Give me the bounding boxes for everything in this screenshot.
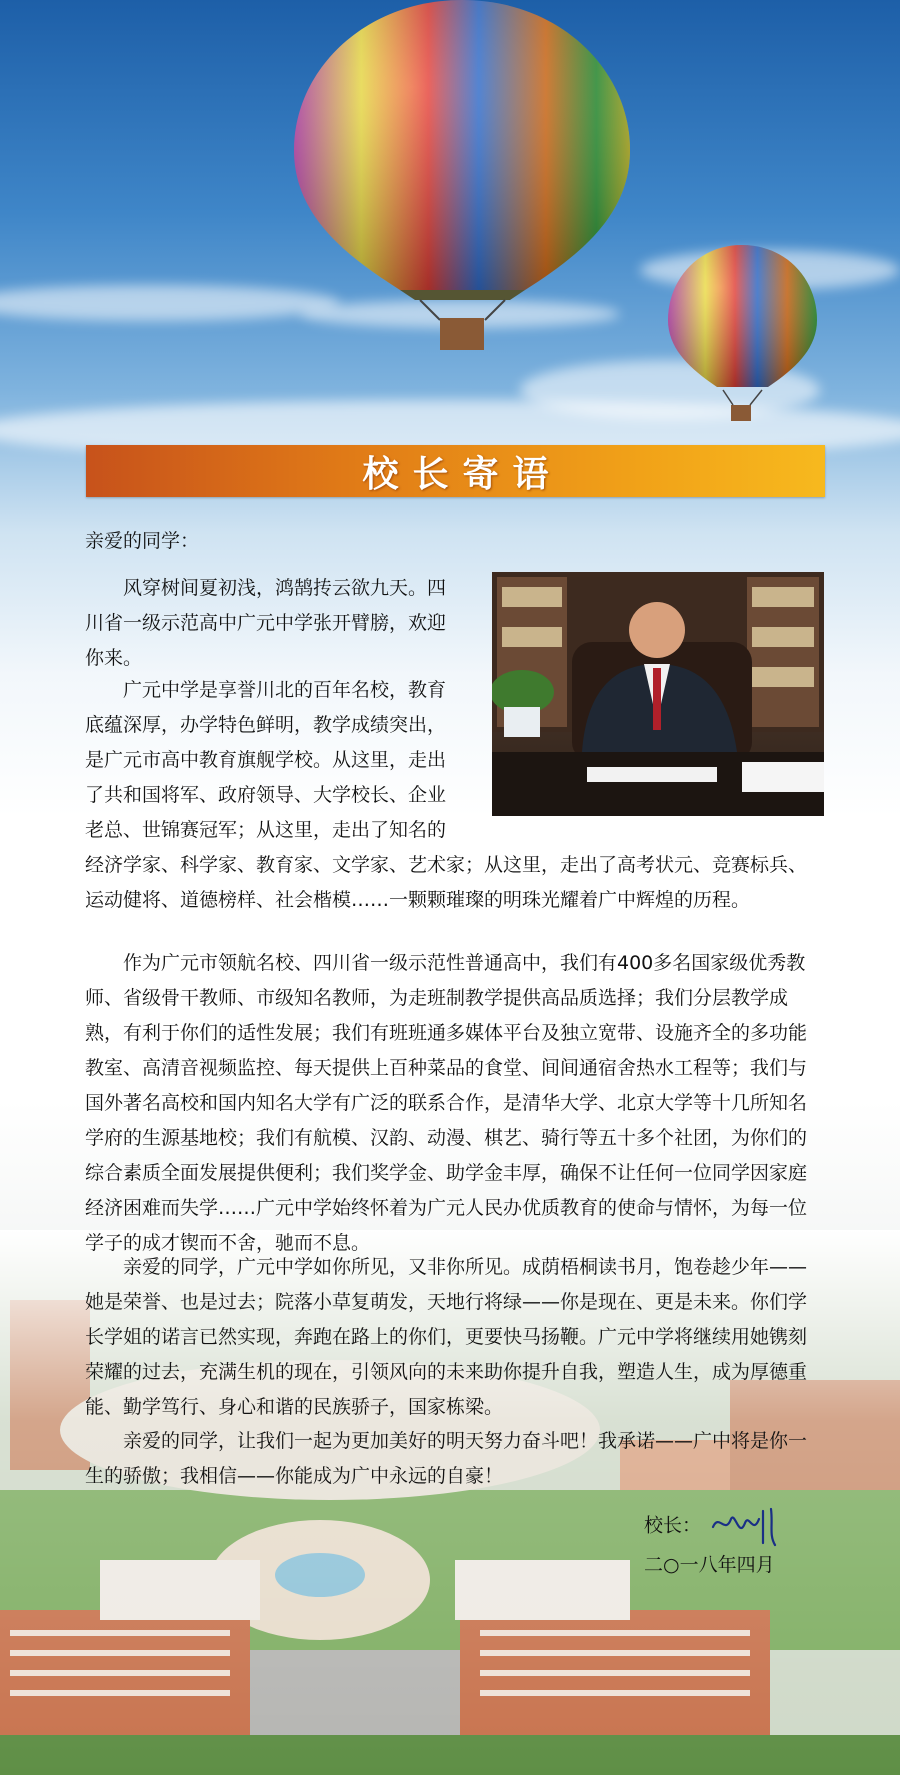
p4-text: 亲爱的同学，广元中学如你所见，又非你所见。成荫梧桐读书月，饱卷趁少年——她是荣誉、也是过去；院落小草复萌发，天地行将绿——你是现在、更是未来。你们学长学姐的诺言已然实现，奔跑在路上的你们，更要快马扬鞭。广元中学将继续用她镌刻荣耀的过去，充满生机的现在，引领风向的未来助你提升自我，塑造人生，成为厚德重能、勤学笃行、身心和谐的民族骄子，国家栋梁。 bbox=[85, 1256, 808, 1418]
p1-line: 风穿树间夏初浅，鸿鹄抟云欲九天。四 bbox=[123, 577, 447, 599]
cloud bbox=[0, 285, 340, 321]
p2-line: 广元中学是享誉川北的百年名校，教育 bbox=[123, 679, 447, 701]
salutation: 亲爱的同学： bbox=[85, 530, 200, 552]
signature-label: 校长： bbox=[644, 1514, 702, 1537]
p2-line: 底蕴深厚，办学特色鲜明，教学成绩突出， bbox=[85, 714, 447, 736]
p3-text: 作为广元市领航名校、四川省一级示范性普通高中，我们有400多名国家级优秀教师、省级骨干教师、市级知名教师，为走班制教学提供高品质选择；我们分层教学成熟，有利于你们的适性发展；我们有班班通多媒体平台及独立宽带、设施齐全的多功能教室、高清音视频监控、每天提供上百种菜品的食堂、间间通宿舍热水工程等；我们与国外著名高校和国内知名大学有广泛的联系合作，是清华大学、北京大学等十几所知名学府的生源基地校；我们有航模、汉韵、动漫、棋艺、骑行等五十多个社团，为你们的综合素质全面发展提供便利；我们奖学金、助学金丰厚，确保不让任何一位同学因家庭经济困难而失学……广元中学始终怀着为广元人民办优质教育的使命与情怀，为每一位学子的成才锲而不舍，驰而不息。 bbox=[85, 952, 808, 1254]
handwritten-signature bbox=[709, 1505, 784, 1547]
banner-title: 校长寄语 bbox=[362, 453, 563, 495]
title-banner bbox=[86, 445, 825, 497]
p1-line: 川省一级示范高中广元中学张开臂膀，欢迎 bbox=[85, 612, 447, 634]
paragraph-1 bbox=[85, 571, 485, 676]
signature-block bbox=[644, 1505, 784, 1547]
letter-date: 二○一八年四月 bbox=[644, 1554, 775, 1576]
paragraph-5 bbox=[85, 1424, 825, 1494]
paragraph-3 bbox=[85, 946, 825, 1261]
paragraph-2 bbox=[85, 673, 825, 918]
p2-line: 老总、世锦赛冠军；从这里，走出了知名的 bbox=[85, 819, 447, 841]
p1-line: 你来。 bbox=[85, 647, 143, 669]
p2-rest: 经济学家、科学家、教育家、文学家、艺术家；从这里，走出了高考状元、竞赛标兵、运动健将、道德榜样、社会楷模……一颗颗璀璨的明珠光耀着广中辉煌的历程。 bbox=[85, 854, 808, 911]
hot-air-balloon-large bbox=[290, 0, 635, 355]
p2-line: 是广元市高中教育旗舰学校。从这里，走出 bbox=[85, 749, 447, 771]
hot-air-balloon-small bbox=[665, 245, 820, 430]
p2-line: 了共和国将军、政府领导、大学校长、企业 bbox=[85, 784, 447, 806]
p5-text: 亲爱的同学，让我们一起为更加美好的明天努力奋斗吧！我承诺——广中将是你一生的骄傲；我相信——你能成为广中永远的自豪！ bbox=[85, 1430, 808, 1487]
paragraph-4 bbox=[85, 1250, 825, 1425]
